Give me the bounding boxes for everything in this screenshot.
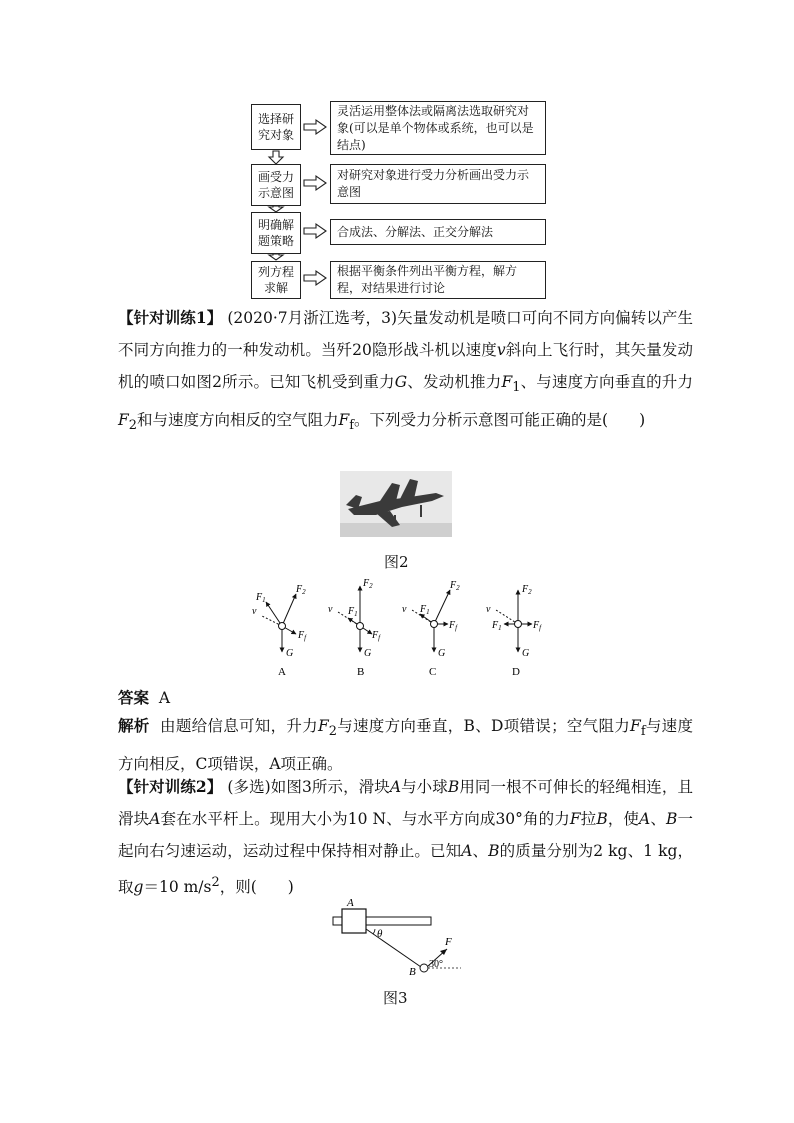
training2-sup: 2 <box>211 875 220 890</box>
flow-step-box-3-line2: 题策略 <box>257 234 294 248</box>
answer-value: A <box>158 689 171 707</box>
flow-step-desc-4-text: 根据平衡条件列出平衡方程，解方程，对结果进行讨论 <box>337 264 518 295</box>
training2-t11: ＝10 m/s <box>143 878 212 897</box>
option-d-Ff: $F_f$ <box>533 620 542 632</box>
figure3-label-a: A <box>347 897 354 909</box>
flow-step-box-2-line2: 示意图 <box>257 186 294 200</box>
training2-t5: 拉 <box>580 810 597 828</box>
flow-arrow-down-2 <box>269 206 283 212</box>
training1-source: (2020·7月浙江选考，3) <box>227 309 398 327</box>
force-diagrams <box>240 574 560 682</box>
option-a-F1: $F_1$ <box>256 592 266 604</box>
training2-t8: 一起向右匀速运动，运动过程中保持相对静止。已知 <box>118 810 693 860</box>
training1-G: G <box>394 373 408 391</box>
option-a-diagram <box>262 594 296 652</box>
training2-g: g <box>133 878 144 897</box>
training2-t2: 与小球 <box>401 778 448 796</box>
flow-arrows <box>0 0 794 310</box>
training1-text-e: 和与速度方向相反的空气阻力 <box>136 411 339 430</box>
option-c-F1: $F_1$ <box>420 604 430 616</box>
training2-F: F <box>569 810 581 828</box>
training1-F1-sub: 1 <box>512 380 521 396</box>
analysis-label: 解析 <box>118 716 150 735</box>
slider-a <box>342 909 366 933</box>
answer-label: 答案 <box>118 688 150 707</box>
option-d-G: G <box>522 648 530 659</box>
flow-step-desc-3-text: 合成法、分解法、正交分解法 <box>337 224 494 239</box>
flow-step-box-1-line1: 选择研 <box>257 112 294 126</box>
flow-step-box-2-line1: 画受力 <box>257 170 294 184</box>
training1-paragraph <box>118 302 693 442</box>
figure3-label-angle: 30° <box>429 959 443 970</box>
option-a-G: G <box>286 648 294 659</box>
option-b-v: v <box>328 604 333 615</box>
training2-A4: A <box>461 842 473 860</box>
training1-F2: F <box>118 411 129 430</box>
training1-F1: F <box>501 373 513 391</box>
option-a-F2: $F_2$ <box>296 584 306 596</box>
option-c-diagram <box>412 590 450 652</box>
jet-photo <box>340 471 452 537</box>
training2-A3: A <box>639 810 651 828</box>
option-c-label: C <box>429 666 437 678</box>
training2-A2: A <box>149 810 161 828</box>
flow-step-box-1-line2: 究对象 <box>257 128 294 142</box>
flow-step-box-4-line1: 列方程 <box>257 265 294 279</box>
figure3-caption: 图3 <box>383 989 408 1007</box>
analysis-t3: 与速度方向相反，C项错误，A项正确。 <box>118 717 693 774</box>
option-d-F1: $F_1$ <box>492 620 502 632</box>
theta-arc <box>373 929 375 934</box>
training1-tag: 【针对训练1】 <box>118 308 223 327</box>
analysis-Ff-sub: f <box>640 724 646 740</box>
option-a-label: A <box>278 666 286 678</box>
training1-text-d: 、与速度方向垂直的升力 <box>520 373 693 391</box>
flow-arrow-right-1 <box>304 120 326 134</box>
training2-t9: 、 <box>472 842 489 860</box>
training2-paragraph <box>118 771 693 903</box>
flow-step-box-4-line2: 求解 <box>263 281 288 295</box>
analysis-F2: F <box>317 717 329 735</box>
training1-v: v <box>496 341 506 359</box>
option-b-F1: $F_1$ <box>348 606 358 618</box>
option-d-diagram <box>496 590 532 652</box>
option-b-label: B <box>357 666 365 678</box>
training1-text-f: 。下列受力分析示意图可能正确的是( ) <box>354 411 646 430</box>
training2-t10: 的质量分别为2 kg、1 kg，取 <box>118 842 693 897</box>
option-c-Ff: $F_f$ <box>449 620 458 632</box>
training2-t7: 、 <box>650 810 666 828</box>
option-b-G: G <box>364 648 372 659</box>
training1-text-c: 、发动机推力 <box>407 373 502 391</box>
flow-arrow-right-4 <box>304 271 326 285</box>
training2-B3: B <box>665 810 678 828</box>
training1-Ff-sub: f <box>349 418 355 434</box>
answer-line <box>118 686 170 708</box>
figure3-label-f: F <box>445 936 452 948</box>
option-c-F2: $F_2$ <box>450 580 460 592</box>
option-d-label: D <box>512 666 520 678</box>
analysis-F2-sub: 2 <box>328 724 337 740</box>
option-c-v: v <box>402 604 407 615</box>
flow-step-box-3-line1: 明确解 <box>257 218 294 232</box>
training1-text-b: 斜向上飞行时，其矢量发动机的喷口如图2所示。已知飞机受到重力 <box>118 341 693 391</box>
training2-B4: B <box>488 842 500 860</box>
training2-A1: A <box>389 778 402 796</box>
option-b-Ff: $F_f$ <box>372 630 381 642</box>
rope <box>366 929 421 967</box>
option-a-Ff: $F_f$ <box>298 630 307 642</box>
flow-arrow-right-2 <box>304 176 326 190</box>
flow-arrow-down-3 <box>269 254 283 260</box>
figure3-label-b: B <box>409 966 416 978</box>
training2-B1: B <box>447 778 460 796</box>
analysis-t2: 与速度方向垂直，B、D项错误；空气阻力 <box>336 717 631 735</box>
analysis-t1: 由题给信息可知，升力 <box>160 717 318 735</box>
figure2-caption: 图2 <box>384 553 409 571</box>
figure3-diagram <box>325 895 475 981</box>
ball-b <box>420 964 428 972</box>
training2-tag: 【针对训练2】 <box>118 777 223 796</box>
option-d-v: v <box>486 604 491 615</box>
training2-t3: 用同一根不可伸长的轻绳相连，且滑块 <box>118 778 693 828</box>
option-b-diagram <box>338 586 372 652</box>
training2-t12: ，则( ) <box>219 878 294 897</box>
flow-arrow-right-3 <box>304 224 326 238</box>
figure3-label-theta: θ <box>377 928 383 940</box>
training1-F2-sub: 2 <box>128 418 137 434</box>
training1-text-a: 矢量发动机是喷口可向不同方向偏转以产生不同方向推力的一种发动机。当歼20隐形战斗机以速度 <box>118 309 693 359</box>
training2-t1: 如图3所示，滑块 <box>270 778 390 796</box>
training1-Ff: F <box>338 411 350 430</box>
analysis-Ff: F <box>630 717 641 735</box>
option-c-G: G <box>438 648 446 659</box>
option-a-v: v <box>252 606 257 617</box>
flow-arrow-down-1 <box>269 151 283 164</box>
training2-t4: 套在水平杆上。现用大小为10 N、与水平方向成30°角的力 <box>160 810 570 828</box>
training2-kind: (多选) <box>227 778 271 796</box>
flow-step-desc-2-text: 对研究对象进行受力分析画出受力示意图 <box>337 168 530 199</box>
training2-B2: B <box>596 810 608 828</box>
option-d-F2: $F_2$ <box>522 584 532 596</box>
analysis-paragraph <box>118 710 693 780</box>
flow-step-desc-1-text: 灵活运用整体法或隔离法选取研究对象(可以是单个物体或系统，也可以是结点) <box>337 103 534 152</box>
training2-t6: ，使 <box>607 810 640 828</box>
option-b-F2: $F_2$ <box>363 578 373 590</box>
